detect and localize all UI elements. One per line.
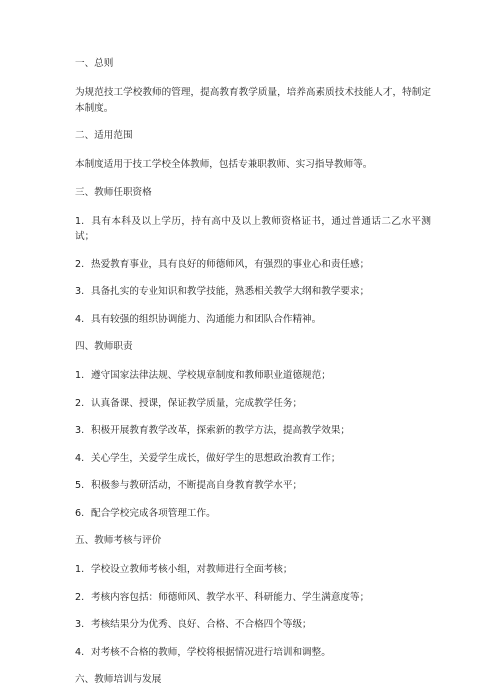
list-item-text: 具备扎实的专业知识和教学技能，熟悉相关教学大纲和教学要求；	[91, 286, 370, 297]
list-item-number: 4.	[75, 452, 85, 464]
list-item-text: 学校设立教师考核小组，对教师进行全面考核；	[91, 564, 293, 575]
list-item	[75, 368, 431, 384]
list-item-text: 考核内容包括：师德师风、教学水平、科研能力、学生满意度等；	[91, 591, 370, 603]
list-item	[75, 312, 431, 328]
list-item	[75, 451, 431, 467]
list-item	[75, 396, 431, 412]
list-item-number: 1.	[75, 215, 85, 227]
list-item-number: 3.	[75, 619, 85, 630]
list-item-number: 2.	[75, 258, 85, 270]
section-heading: 二、适用范围	[75, 130, 133, 141]
list-item-number: 3.	[75, 286, 85, 297]
list-item	[75, 617, 431, 633]
list-item	[75, 506, 431, 522]
section-paragraph: 本制度适用于技工学校全体教师，包括专兼职教师、实习指导教师等。	[75, 159, 373, 170]
list-item-text: 具有本科及以上学历，持有高中及以上教师资格证书，通过普通话二乙水平测试；	[75, 215, 431, 242]
section-heading: 一、总则	[75, 58, 114, 69]
list-item-text: 关心学生，关爱学生成长，做好学生的思想政治教育工作；	[91, 452, 341, 464]
list-item-text: 热爱教育事业，具有良好的师德师风，有强烈的事业心和责任感；	[91, 258, 370, 270]
document-body	[75, 56, 431, 696]
list-item-number: 4.	[75, 646, 85, 658]
list-item-text: 认真备课、授课，保证教学质量，完成教学任务；	[91, 397, 303, 409]
list-item	[75, 214, 431, 245]
list-item-number: 2.	[75, 591, 85, 603]
list-item	[75, 562, 431, 578]
list-item-number: 5.	[75, 480, 85, 491]
list-item-number: 6.	[75, 507, 85, 519]
section-paragraph: 为规范技工学校教师的管理，提高教育教学质量，培养高素质技术技能人才，特制定本制度。	[75, 87, 431, 114]
list-item-text: 具有较强的组织协调能力、沟通能力和团队合作精神。	[91, 313, 322, 325]
section-heading: 三、教师任职资格	[75, 186, 152, 198]
list-item-text: 对考核不合格的教师，学校将根据情况进行培训和调整。	[91, 646, 331, 658]
list-item	[75, 645, 431, 661]
section-heading: 四、教师职责	[75, 341, 133, 352]
list-item-text: 积极参与教研活动，不断提高自身教育教学水平；	[91, 480, 303, 491]
list-item-text: 配合学校完成各项管理工作。	[91, 507, 216, 519]
list-item	[75, 284, 431, 300]
list-item-text: 考核结果分为优秀、良好、合格、不合格四个等级；	[91, 619, 312, 630]
list-item-number: 2.	[75, 397, 85, 409]
list-item	[75, 478, 431, 494]
section-heading: 六、教师培训与发展	[75, 674, 162, 685]
list-item-number: 3.	[75, 425, 85, 436]
list-item-text: 遵守国家法律法规、学校规章制度和教师职业道德规范；	[91, 370, 331, 381]
list-item	[75, 590, 431, 606]
list-item	[75, 423, 431, 439]
list-item	[75, 257, 431, 273]
list-item-number: 1.	[75, 370, 85, 381]
list-item-number: 4.	[75, 313, 85, 325]
list-item-number: 1.	[75, 564, 85, 575]
list-item-text: 积极开展教育教学改革，探索新的教学方法，提高教学效果；	[91, 425, 351, 436]
section-heading: 五、教师考核与评价	[75, 535, 162, 546]
